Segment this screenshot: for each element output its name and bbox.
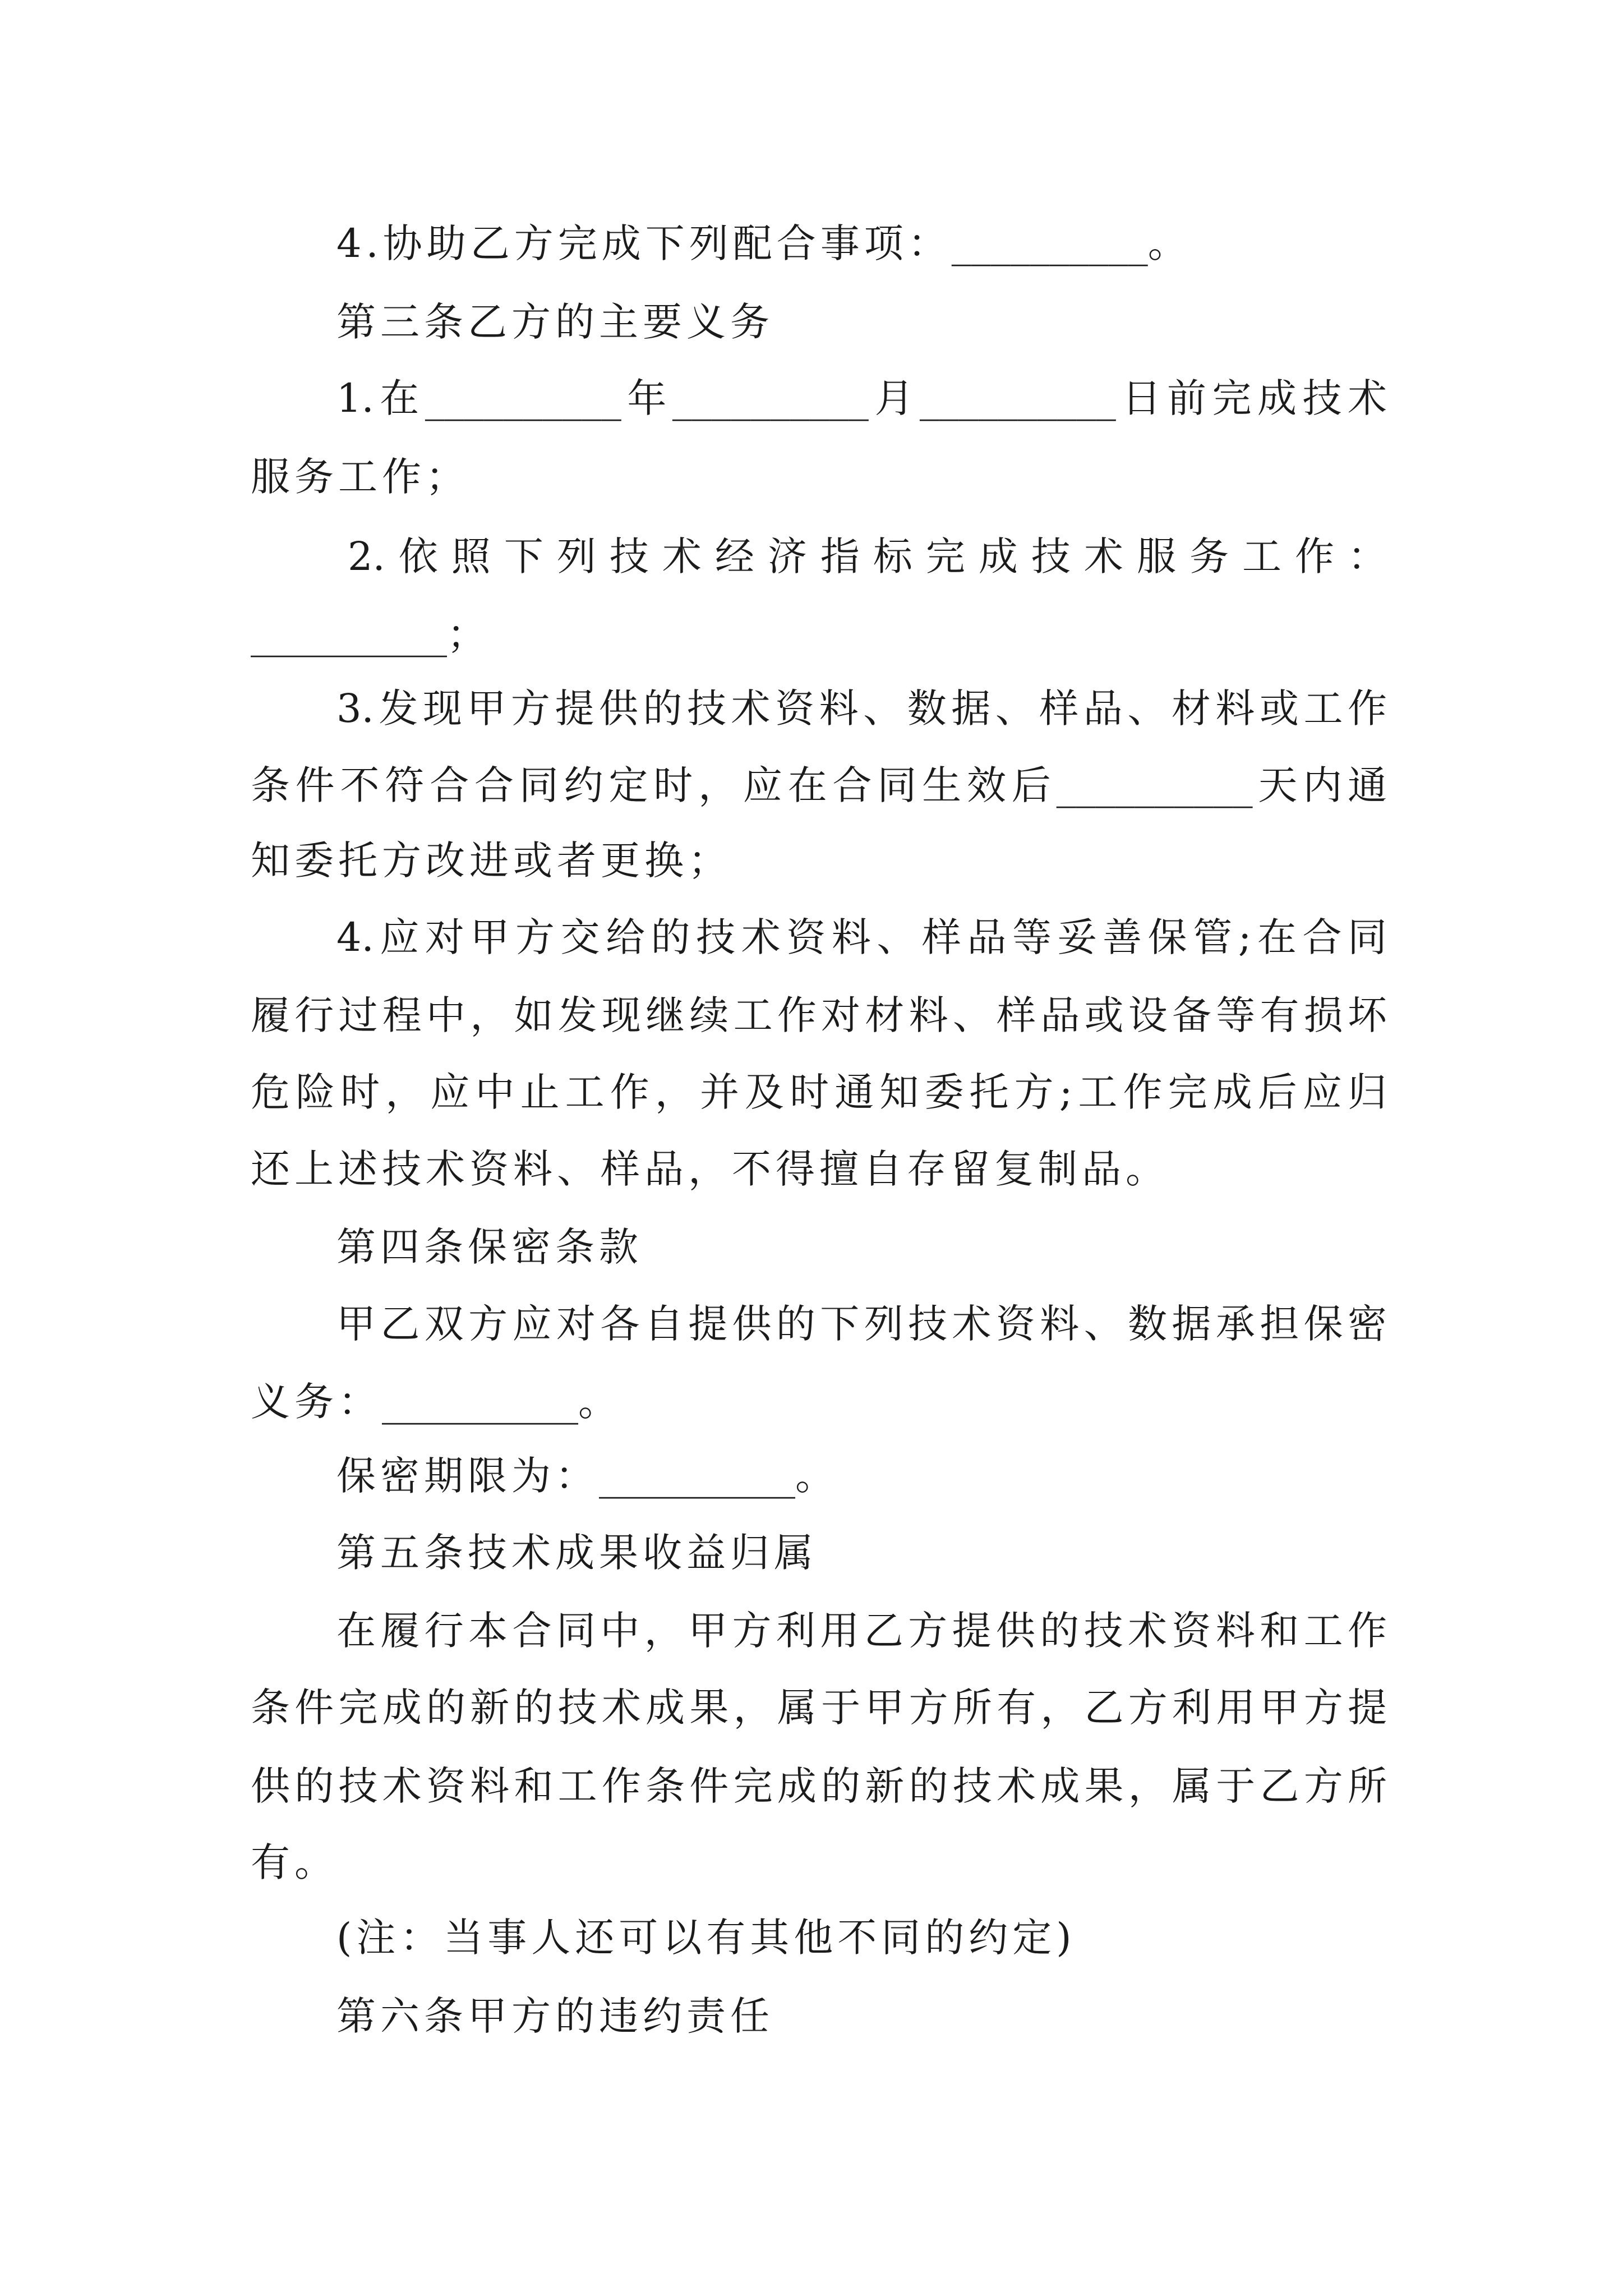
- paragraph-line: 有。: [251, 1839, 338, 1885]
- section-heading: 第三条乙方的主要义务: [336, 299, 774, 345]
- section-heading: 第四条保密条款: [336, 1224, 643, 1270]
- paragraph-line: 履行过程中，如发现继续工作对材料、样品或设备等有损坏: [251, 992, 1387, 1038]
- paragraph-line: 危险时，应中止工作，并及时通知委托方;工作完成后应归: [251, 1069, 1387, 1115]
- blank-field: __________: [672, 375, 869, 421]
- list-item-line: 3.发现甲方提供的技术资料、数据、样品、材料或工作: [336, 685, 1387, 731]
- paragraph-line: 供的技术资料和工作条件完成的新的技术成果，属于乙方所: [251, 1763, 1387, 1809]
- paragraph-line: 保密期限为：__________。: [336, 1453, 839, 1499]
- paragraph-line: 在履行本合同中，甲方利用乙方提供的技术资料和工作: [336, 1608, 1387, 1654]
- blank-field: __________: [1056, 762, 1253, 808]
- blank-field: __________: [382, 1379, 578, 1425]
- section-heading: 第六条甲方的违约责任: [336, 1993, 774, 2039]
- paragraph-line: 条件完成的新的技术成果，属于甲方所有，乙方利用甲方提: [251, 1685, 1387, 1731]
- section-heading: 第五条技术成果收益归属: [336, 1530, 818, 1576]
- paragraph-line: 条件不符合合同约定时，应在合同生效后__________天内通: [251, 762, 1387, 808]
- paragraph-line: __________；: [251, 611, 491, 657]
- blank-field: __________: [919, 375, 1116, 421]
- blank-field: __________: [599, 1453, 795, 1499]
- list-item-line: 4.协助乙方完成下列配合事项：__________。: [336, 220, 1192, 266]
- paragraph-line: 服务工作；: [251, 454, 469, 500]
- paragraph-line: 还上述技术资料、样品，不得擅自存留复制品。: [251, 1146, 1169, 1192]
- blank-field: __________: [951, 220, 1148, 266]
- blank-field: __________: [425, 375, 621, 421]
- list-item-line: 4.应对甲方交给的技术资料、样品等妥善保管;在合同: [336, 914, 1387, 960]
- note-line: (注：当事人还可以有其他不同的约定): [336, 1915, 1076, 1961]
- list-item-line: 1.在__________年__________月__________日前完成技术: [336, 375, 1387, 421]
- paragraph-line: 甲乙双方应对各自提供的下列技术资料、数据承担保密: [336, 1301, 1387, 1347]
- blank-field: __________: [251, 611, 447, 657]
- list-item-line: 2.依照下列技术经济指标完成技术服务工作：: [348, 533, 1387, 579]
- paragraph-line: 义务：__________。: [251, 1379, 622, 1425]
- paragraph-line: 知委托方改进或者更换；: [251, 838, 732, 884]
